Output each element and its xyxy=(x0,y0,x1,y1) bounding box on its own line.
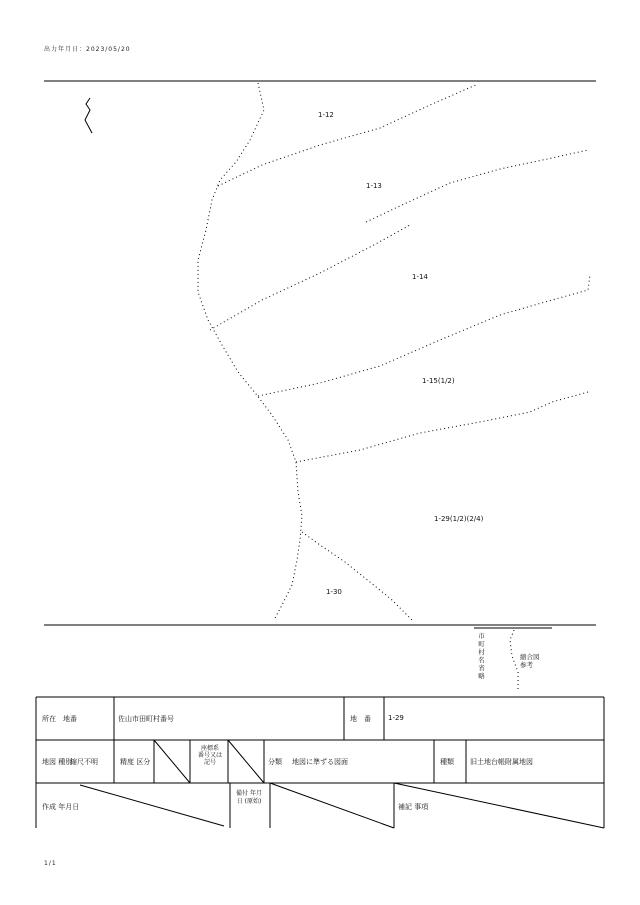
source-value: 地図に準ずる図面 xyxy=(292,758,348,766)
parcel-label-1-30: 1-30 xyxy=(326,588,342,596)
coordinate-label: 座標系 番号又は記号 xyxy=(198,745,223,766)
road-boundary xyxy=(198,83,302,620)
output-date: 出力年月日：2023/05/20 xyxy=(44,46,131,53)
parcel-label-1-14: 1-14 xyxy=(412,273,428,281)
lot-value: 1-29 xyxy=(388,714,404,722)
accuracy-label: 精度 区分 xyxy=(120,758,151,766)
lot-label: 地 番 xyxy=(350,715,371,723)
parcel-line-1 xyxy=(218,84,478,186)
page-number: 1/1 xyxy=(44,860,57,867)
parcel-label-1-12: 1-12 xyxy=(318,111,334,119)
parcel-label-1-13: 1-13 xyxy=(366,182,382,190)
parcel-line-6 xyxy=(302,532,412,620)
location-label: 所在 地番 xyxy=(42,715,77,723)
parcel-line-3 xyxy=(210,225,410,330)
parcel-line-2 xyxy=(366,150,588,222)
stamp-right-text-1: 縮合図 xyxy=(520,653,540,661)
author-label: 作成 年月日 xyxy=(42,803,80,811)
ref-date-label: 備付 年月日 (原始) xyxy=(236,790,262,805)
stamp-right-text-2: 参考 xyxy=(520,661,533,669)
stamp-vertical-text: 市町村名省略 xyxy=(478,632,485,680)
type-label: 種類 xyxy=(440,758,454,766)
location-value: 佐山市田町村番号 xyxy=(118,715,174,723)
parcel-label-1-29: 1-29(1/2)(2/4) xyxy=(434,515,484,523)
stamp-divider xyxy=(510,630,518,690)
north-mark xyxy=(85,98,92,133)
scale-value: 縮尺不明 xyxy=(70,758,98,766)
type-value: 旧土地台帳附属地図 xyxy=(470,758,533,766)
map-type-label: 地図 種別 xyxy=(42,758,73,766)
remark-label: 補記 事項 xyxy=(398,803,429,811)
parcel-label-1-15: 1-15(1/2) xyxy=(422,377,455,385)
parcel-line-5 xyxy=(296,392,588,462)
source-label: 分類 xyxy=(268,758,282,766)
